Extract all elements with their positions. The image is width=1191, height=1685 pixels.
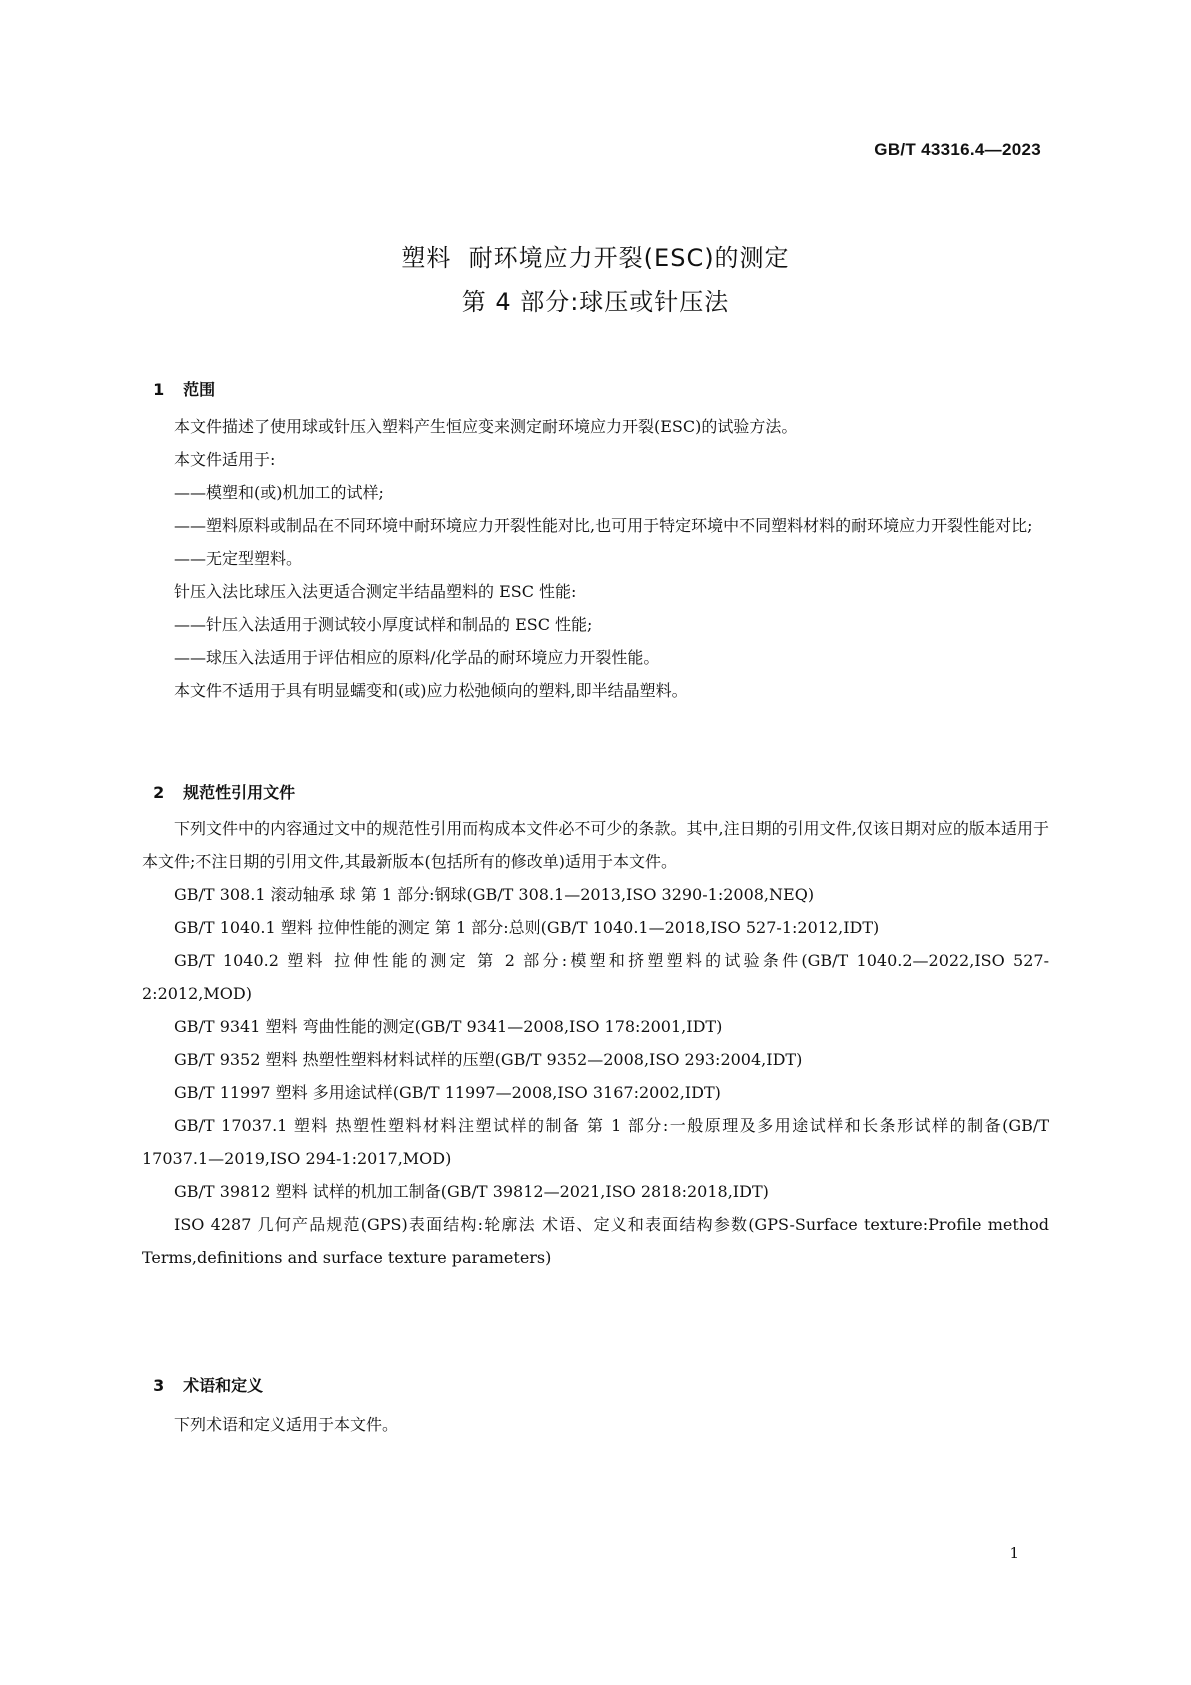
section-heading-normative-references xyxy=(142,761,295,803)
section-heading-terms xyxy=(142,1354,263,1396)
reference-item: GB/T 9352 塑料 热塑性塑料材料试样的压塑(GB/T 9352—2008,ISO 293:2004,IDT) xyxy=(174,1050,803,1069)
list-item: ——模塑和(或)机加工的试样; xyxy=(174,483,384,502)
paragraph: 本文件不适用于具有明显蠕变和(或)应力松弛倾向的塑料,即半结晶塑料。 xyxy=(174,681,688,700)
normative-body xyxy=(142,812,1049,1274)
document-subtitle: 第 4 部分:球压或针压法 xyxy=(461,288,730,316)
section-title: 术语和定义 xyxy=(183,1376,264,1395)
list-item: ——针压入法适用于测试较小厚度试样和制品的 ESC 性能; xyxy=(174,615,593,634)
reference-item: GB/T 1040.2 塑料 拉伸性能的测定 第 2 部分:模塑和挤塑塑料的试验条件(GB/T 1040.2—2022,ISO 527-2:2012,MOD) xyxy=(142,951,1049,1003)
terms-body xyxy=(142,1408,1049,1441)
section-title: 范围 xyxy=(183,380,216,399)
reference-item: ISO 4287 几何产品规范(GPS)表面结构:轮廓法 术语、定义和表面结构参数(GPS-Surface texture:Profile method Terms,definitions and surface texture parameters) xyxy=(142,1215,1049,1267)
page-number: 1 xyxy=(1009,1544,1019,1562)
section-number: 1 xyxy=(153,380,165,399)
paragraph: 本文件适用于: xyxy=(174,450,276,469)
paragraph: 下列术语和定义适用于本文件。 xyxy=(174,1415,399,1434)
title-block xyxy=(0,236,1191,324)
section-number: 2 xyxy=(153,783,165,802)
list-item: ——球压入法适用于评估相应的原料/化学品的耐环境应力开裂性能。 xyxy=(174,648,660,667)
section-heading-scope xyxy=(142,358,215,400)
paragraph: 针压入法比球压入法更适合测定半结晶塑料的 ESC 性能: xyxy=(174,582,577,601)
paragraph: 本文件描述了使用球或针压入塑料产生恒应变来测定耐环境应力开裂(ESC)的试验方法。 xyxy=(174,417,798,436)
document-code: GB/T 43316.4—2023 xyxy=(874,140,1041,159)
reference-item: GB/T 11997 塑料 多用途试样(GB/T 11997—2008,ISO 3167:2002,IDT) xyxy=(174,1083,721,1102)
document-title: 塑料 耐环境应力开裂(ESC)的测定 xyxy=(401,244,790,272)
scope-body xyxy=(142,410,1049,707)
reference-item: GB/T 39812 塑料 试样的机加工制备(GB/T 39812—2021,ISO 2818:2018,IDT) xyxy=(174,1182,769,1201)
section-number: 3 xyxy=(153,1376,165,1395)
reference-item: GB/T 308.1 滚动轴承 球 第 1 部分:钢球(GB/T 308.1—2013,ISO 3290-1:2008,NEQ) xyxy=(174,885,815,904)
list-item: ——塑料原料或制品在不同环境中耐环境应力开裂性能对比,也可用于特定环境中不同塑料材料的耐环境应力开裂性能对比; xyxy=(174,516,1033,535)
section-title: 规范性引用文件 xyxy=(183,783,296,802)
reference-item: GB/T 17037.1 塑料 热塑性塑料材料注塑试样的制备 第 1 部分:一般原理及多用途试样和长条形试样的制备(GB/T 17037.1—2019,ISO 294-1:2017,MOD) xyxy=(142,1116,1049,1168)
reference-item: GB/T 1040.1 塑料 拉伸性能的测定 第 1 部分:总则(GB/T 1040.1—2018,ISO 527-1:2012,IDT) xyxy=(174,918,880,937)
reference-item: GB/T 9341 塑料 弯曲性能的测定(GB/T 9341—2008,ISO 178:2001,IDT) xyxy=(174,1017,723,1036)
list-item: ——无定型塑料。 xyxy=(174,549,303,568)
paragraph: 下列文件中的内容通过文中的规范性引用而构成本文件必不可少的条款。其中,注日期的引用文件,仅该日期对应的版本适用于本文件;不注日期的引用文件,其最新版本(包括所有的修改单)适用于本文件。 xyxy=(142,819,1049,871)
